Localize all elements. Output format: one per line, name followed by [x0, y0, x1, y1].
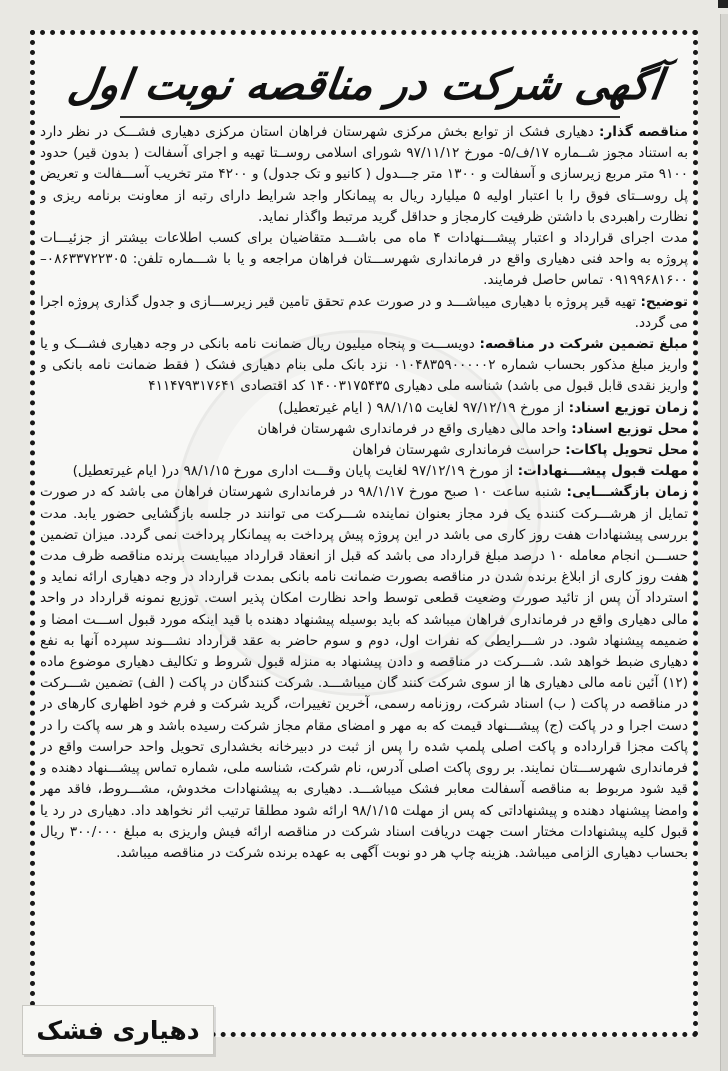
paragraph-guarantee — [40, 334, 688, 398]
paragraph-distribution-place — [40, 419, 688, 440]
text-contract-duration: مدت اجرای قرارداد و اعتبار پیشـــنهادات ۴ ماه می باشـــد متقاضیان برای کسب اطلاعات بیشتر از جزئیـــات پروژه به واحد فنی دهیاری واقع در فرمانداری شهرســـتان فراهان مراجعه و یا با شـــماره تلفن: ۰۸۶۳۳۷۲۲۳۰۵– ۰۹۱۹۹۶۸۱۶۰۰ تماس حاصل فرمایند. — [40, 230, 688, 289]
paragraph-contract-duration — [40, 228, 688, 292]
ad-body — [40, 122, 688, 1017]
text-distribution-time: از مورخ ۹۷/۱۲/۱۹ لغایت ۹۸/۱/۱۵ ( ایام غیرتعطیل) — [278, 399, 569, 416]
paragraph-deadline — [40, 461, 688, 482]
label-distribution-time: زمان توزیع اسناد: — [568, 399, 688, 416]
paragraph-opening — [40, 482, 688, 864]
text-note: تهیه قیر پروژه با دهیاری میباشـــد و در صورت عدم تحقق تامین قیر زیرســـازی و جدول گذاری پروژه اجرا می گردد. — [40, 293, 688, 331]
paragraph-delivery-place — [40, 440, 688, 461]
label-opening: زمان بازگشـــایی: — [566, 484, 688, 501]
label-note: توضیح: — [640, 293, 688, 310]
title-underline — [120, 116, 620, 118]
text-deadline: از مورخ ۹۷/۱۲/۱۹ لغایت پایان وقـــت اداری مورخ ۹۸/۱/۱۵ در( ایام غیرتعطیل) — [72, 463, 518, 480]
corner-mark — [718, 0, 728, 8]
ad-title: آگهی شرکت در مناقصه نوبت اول — [64, 60, 666, 109]
text-delivery-place: حراست فرمانداری شهرستان فراهان — [352, 442, 566, 459]
text-opening: شنبه ساعت ۱۰ صبح مورخ ۹۸/۱/۱۷ در فرمانداری شهرستان فراهان می باشد که در صورت تمایل از هرشـــرکت کننده یک فرد مجاز بعنوان نماینده شـــرکت می توانند در جلسه بازگشایی حضور یابد. مدت بررسی پیشنهادات هفت روز کاری می باشد در این پروژه پیش پرداخت به پیمانکار پرداخت نمی گردد. میزان تضمین حســـن انجام معامله ۱۰ درصد مبلغ قرارداد می باشد که قبل از انعقاد قرارداد میبایست برنده مناقصه ظرف مدت هفت روز کاری از ابلاغ برنده شدن در مناقصه بصورت ضمانت نامه بانکی بمدت قرارداد در وجه دهیاری ارائه نماید و استرداد آن پس از تائید صورت وضعیت قطعی توسط واحد نظارت امکان پذیر است. توزیع نمونه قرارداد در واحد مالی دهیاری واقع در فرمانداری فراهان میباشد که باید بوسیله پیشنهاد دهنده با قید اینکه مورد قبول اســـت امضا و ضمیمه پیشنهاد شود. در شـــرایطی که نفرات اول، دوم و سوم حاضر به عقد قرارداد نشـــوند سپرده آنها به نفع دهیاری ضبط خواهد شد. شـــرکت در مناقصه و دادن پیشنهاد به منزله قبول شروط و تکالیف دهیاری موضوع ماده (۱۲) آئین نامه مالی دهیاری ها از سوی شرکت کنند گان میباشـــد. شرکت کنندگان در پاکت ( الف) تضمین شـــرکت در مناقصه در پاکت ( ب) اسناد شرکت، روزنامه رسمی، آخرین تغییرات، گرید شرکت و فرم خود اظهاری کارهای در دست اجرا و در پاکت (ج) پیشـــنهاد قیمت که به مهر و امضای مقام مجاز شرکت رسیده باشد و هر سه پاکت را در پاکت مجزا قرارداده و پاکت اصلی پلمپ شده را پس از ثبت در دبیرخانه بخشداری تحویل واحد حراست واقع در فرمانداری شهرســـتان نمایند. بر روی پاکت اصلی آدرس، نام شرکت، شناسه ملی، شماره تماس پیشـــنهاد دهنده و قید شود مربوط به مناقصه آسفالت معابر فشک میباشـــد. دهیاری به پیشنهادات مخدوش، مشـــروط، فاقد مهر وامضا پیشنهاد دهنده و پیشنهاداتی که پس از مهلت ۹۸/۱/۱۵ ارائه شود مطلقا ترتیب اثر نخواهد داد. دهیاری در رد یا قبول کلیه پیشنهادات مختار است جهت دریافت اسناد شرکت در مناقصه ارائه فیش واریزی به مبلغ ۳۰۰/۰۰۰ ریال بحساب دهیاری الزامی میباشد. هزینه چاپ هر دو نوبت آگهی به عهده برنده شرکت در مناقصه میباشد. — [40, 484, 688, 861]
text-tender-issuer: دهیاری فشک از توابع بخش مرکزی شهرستان فراهان استان مرکزی دهیاری فشـــک در نظر دارد به استناد مجوز شــماره ۱۷/ف/۵- مورخ ۹۷/۱۱/۱۲ شورای اسلامی روســتا تهیه و اجرای آسفالت ( بدون قیر) حدود ۹۱۰۰ متر مربع زیرسازی و آسفالت و ۱۳۰۰ متر جـــدول ( کانیو و تک جدول) و ۴۲۰۰ متر تخریب آســـفالت و تعریض پل روســتای فوق را با اعتبار اولیه ۵ میلیارد ریال به پیمانکار واجد شرایط دارای رتبه از معاونت برنامه ریزی و نظارت راهبردی با داشتن ظرفیت کارمجاز و حداقل گرید مرتبط واگذار نماید. — [40, 124, 688, 225]
paragraph-distribution-time — [40, 398, 688, 419]
text-distribution-place: واحد مالی دهیاری واقع در فرمانداری شهرستان فراهان — [257, 420, 572, 437]
text-guarantee: دویســـت و پنجاه میلیون ریال ضمانت نامه بانکی در وجه دهیاری فشـــک و یا واریز مبلغ مذکور بحساب شماره ۰۱۰۴۸۳۵۹۰۰۰۰۰۲ نزد بانک ملی بنام دهیاری فشک ( فقط ضمانت نامه بانکی و واریز نقدی قابل قبول می باشد) شناسه ملی دهیاری ۱۴۰۰۳۱۷۵۴۳۵ کد اقتصادی ۴۱۱۴۷۹۳۱۷۶۴۱ — [40, 336, 688, 395]
paragraph-note — [40, 292, 688, 334]
label-guarantee: مبلغ تضمین شرکت در مناقصه: — [479, 336, 688, 353]
label-distribution-place: محل توزیع اسناد: — [571, 420, 688, 437]
paragraph-tender-issuer — [40, 122, 688, 228]
label-delivery-place: محل تحویل پاکات: — [565, 442, 688, 459]
label-deadline: مهلت قبول پیشـــنهادات: — [517, 463, 688, 480]
publisher-tag: دهیاری فشک — [22, 1005, 214, 1055]
adjacent-page-edge — [720, 14, 728, 1071]
label-tender-issuer: مناقصه گذار: — [599, 124, 688, 140]
